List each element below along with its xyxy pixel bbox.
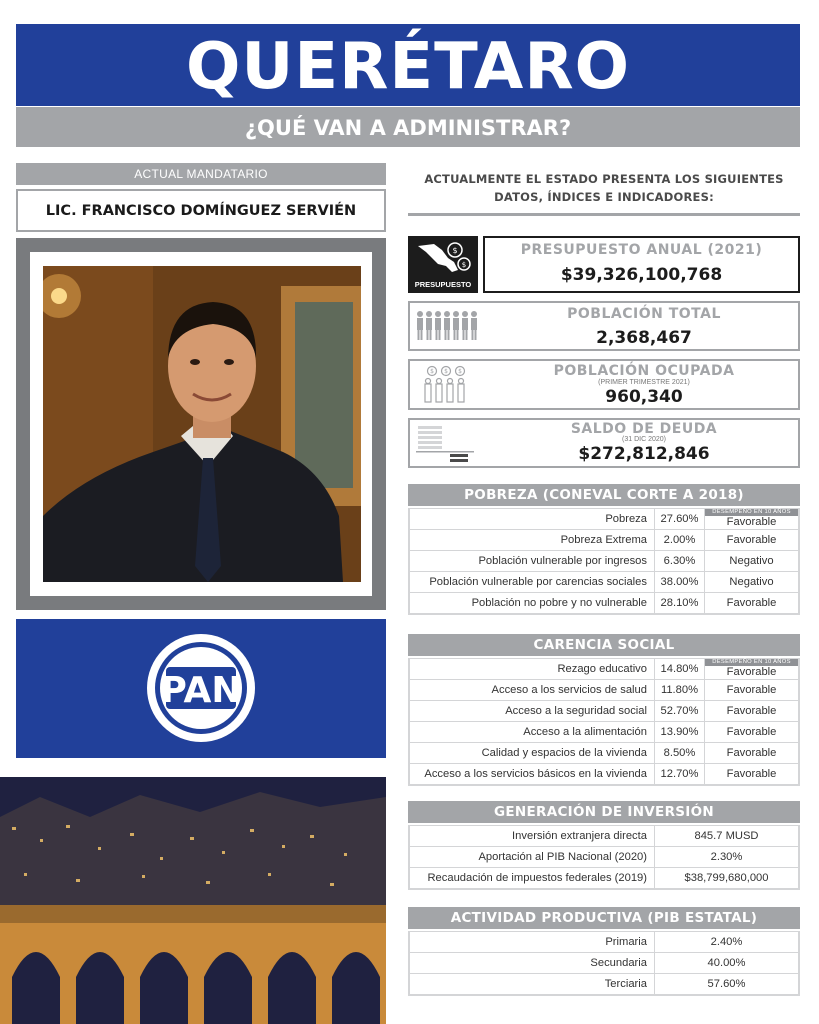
poblacion-total-title: POBLACIÓN TOTAL bbox=[567, 306, 721, 322]
title-banner bbox=[16, 24, 800, 106]
carencia-row-label: Acceso a la seguridad social bbox=[410, 701, 655, 721]
table-row bbox=[410, 867, 798, 888]
actividad-row-value: 57.60% bbox=[707, 978, 746, 990]
pobreza-row-pct: 27.60% bbox=[655, 509, 705, 529]
table-row bbox=[410, 846, 798, 867]
governor-portrait-illustration bbox=[43, 266, 361, 582]
pobreza-row-pct: 28.10% bbox=[655, 593, 705, 613]
inversion-table bbox=[408, 825, 800, 890]
actividad-header: ACTIVIDAD PRODUCTIVA (PIB ESTATAL) bbox=[408, 907, 800, 929]
pobreza-header: POBREZA (CONEVAL CORTE A 2018) bbox=[408, 484, 800, 506]
table-row bbox=[410, 679, 798, 700]
inversion-row-label: Aportación al PIB Nacional (2020) bbox=[410, 847, 655, 867]
pobreza-row-status: Favorable bbox=[726, 534, 777, 546]
saldo-deuda-box bbox=[408, 418, 800, 468]
carencia-row-label: Acceso a la alimentación bbox=[410, 722, 655, 742]
pan-logo-text: PAN bbox=[160, 670, 242, 711]
pobreza-table bbox=[408, 508, 800, 615]
carencia-row-status: Favorable bbox=[726, 705, 777, 717]
pobreza-row-label: Población vulnerable por carencias sociales bbox=[410, 572, 655, 592]
employed-people-icon bbox=[422, 365, 470, 405]
poblacion-ocupada-box bbox=[408, 359, 800, 410]
page-subtitle: ¿QUÉ VAN A ADMINISTRAR? bbox=[244, 116, 572, 140]
carencia-row-status: Favorable bbox=[726, 747, 777, 759]
table-row bbox=[410, 592, 798, 613]
pobreza-row-pct: 2.00% bbox=[655, 530, 705, 550]
intro-line-1: ACTUALMENTE EL ESTADO PRESENTA LOS SIGUIENTES bbox=[424, 172, 784, 186]
table-row bbox=[410, 508, 798, 529]
actividad-row-value: 40.00% bbox=[707, 957, 746, 969]
table-row bbox=[410, 571, 798, 592]
carencia-row-pct: 12.70% bbox=[655, 764, 705, 784]
presupuesto-title: PRESUPUESTO ANUAL (2021) bbox=[520, 242, 763, 258]
actividad-row-label: Primaria bbox=[410, 932, 655, 952]
inversion-row-label: Inversión extranjera directa bbox=[410, 826, 655, 846]
table-row bbox=[410, 721, 798, 742]
intro-divider bbox=[408, 213, 800, 216]
inversion-header: GENERACIÓN DE INVERSIÓN bbox=[408, 801, 800, 823]
presupuesto-icon-tile bbox=[408, 236, 478, 293]
city-aqueduct-photo bbox=[0, 777, 386, 1024]
poblacion-ocupada-title: POBLACIÓN OCUPADA bbox=[553, 363, 735, 379]
carencia-row-pct: 11.80% bbox=[655, 680, 705, 700]
carencia-row-label: Acceso a los servicios de salud bbox=[410, 680, 655, 700]
pan-logo-icon bbox=[16, 619, 386, 758]
desempeno-header: DESEMPEÑO EN 10 AÑOS bbox=[705, 659, 798, 666]
carencia-row-status: Favorable bbox=[726, 666, 777, 678]
pobreza-row-status: Negativo bbox=[729, 555, 774, 567]
table-row bbox=[410, 931, 798, 952]
aqueduct-illustration bbox=[0, 777, 386, 1024]
desempeno-header: DESEMPEÑO EN 10 AÑOS bbox=[705, 509, 798, 516]
mexico-money-bag-icon bbox=[408, 236, 478, 280]
pobreza-row-label: Población vulnerable por ingresos bbox=[410, 551, 655, 571]
carencia-row-pct: 14.80% bbox=[655, 659, 705, 679]
debt-stack-icon bbox=[416, 426, 476, 464]
pobreza-row-label: Pobreza bbox=[410, 509, 655, 529]
pobreza-row-label: Población no pobre y no vulnerable bbox=[410, 593, 655, 613]
pobreza-row-status: Favorable bbox=[726, 516, 777, 528]
presupuesto-icon-label: PRESUPUESTO bbox=[414, 280, 472, 289]
governor-photo-frame bbox=[16, 238, 386, 610]
poblacion-ocupada-value: 960,340 bbox=[605, 387, 683, 407]
subtitle-banner bbox=[16, 107, 800, 147]
svg-text:$: $ bbox=[452, 246, 458, 255]
carencia-row-pct: 13.90% bbox=[655, 722, 705, 742]
actividad-row-label: Terciaria bbox=[410, 974, 655, 994]
carencia-row-status: Favorable bbox=[726, 684, 777, 696]
carencia-row-label: Calidad y espacios de la vivienda bbox=[410, 743, 655, 763]
carencia-row-status: Favorable bbox=[726, 768, 777, 780]
table-row bbox=[410, 952, 798, 973]
actividad-row-label: Secundaria bbox=[410, 953, 655, 973]
carencia-row-label: Rezago educativo bbox=[410, 659, 655, 679]
population-people-icon bbox=[416, 309, 480, 345]
poblacion-ocupada-subtitle: (PRIMER TRIMESTRE 2021) bbox=[598, 379, 690, 386]
actividad-table bbox=[408, 931, 800, 996]
mandatario-label: ACTUAL MANDATARIO bbox=[16, 163, 386, 185]
actividad-row-value: 2.40% bbox=[710, 936, 743, 948]
table-row bbox=[410, 658, 798, 679]
poblacion-total-box bbox=[408, 301, 800, 351]
intro-text bbox=[408, 170, 800, 206]
saldo-deuda-subtitle: (31 DIC 2020) bbox=[622, 436, 666, 443]
table-row bbox=[410, 973, 798, 994]
governor-photo bbox=[43, 266, 361, 582]
inversion-row-value: 845.7 MUSD bbox=[694, 830, 759, 842]
pobreza-row-status: Negativo bbox=[729, 576, 774, 588]
inversion-row-value: $38,799,680,000 bbox=[684, 872, 769, 884]
table-row bbox=[410, 550, 798, 571]
table-row bbox=[410, 825, 798, 846]
intro-line-2: DATOS, ÍNDICES E INDICADORES: bbox=[494, 190, 714, 204]
page-title: QUERÉTARO bbox=[186, 30, 630, 104]
inversion-row-value: 2.30% bbox=[710, 851, 743, 863]
carencia-row-status: Favorable bbox=[726, 726, 777, 738]
table-row bbox=[410, 529, 798, 550]
svg-text:$: $ bbox=[458, 368, 462, 375]
table-row bbox=[410, 700, 798, 721]
poblacion-total-value: 2,368,467 bbox=[596, 328, 692, 348]
pobreza-row-pct: 6.30% bbox=[655, 551, 705, 571]
carencia-header: CARENCIA SOCIAL bbox=[408, 634, 800, 656]
inversion-row-label: Recaudación de impuestos federales (2019) bbox=[410, 868, 655, 888]
table-row bbox=[410, 742, 798, 763]
svg-text:$: $ bbox=[430, 368, 434, 375]
saldo-deuda-value: $272,812,846 bbox=[578, 444, 710, 464]
pobreza-row-pct: 38.00% bbox=[655, 572, 705, 592]
svg-text:$: $ bbox=[444, 368, 448, 375]
mandatario-name: LIC. FRANCISCO DOMÍNGUEZ SERVIÉN bbox=[16, 189, 386, 232]
pobreza-row-status: Favorable bbox=[726, 597, 777, 609]
carencia-row-label: Acceso a los servicios básicos en la vivienda bbox=[410, 764, 655, 784]
svg-text:$: $ bbox=[461, 261, 467, 269]
presupuesto-box bbox=[483, 236, 800, 293]
saldo-deuda-title: SALDO DE DEUDA bbox=[570, 421, 718, 437]
party-logo-panel bbox=[16, 619, 386, 758]
table-row bbox=[410, 763, 798, 784]
carencia-table bbox=[408, 658, 800, 786]
carencia-row-pct: 52.70% bbox=[655, 701, 705, 721]
pobreza-row-label: Pobreza Extrema bbox=[410, 530, 655, 550]
carencia-row-pct: 8.50% bbox=[655, 743, 705, 763]
presupuesto-value: $39,326,100,768 bbox=[560, 265, 723, 285]
